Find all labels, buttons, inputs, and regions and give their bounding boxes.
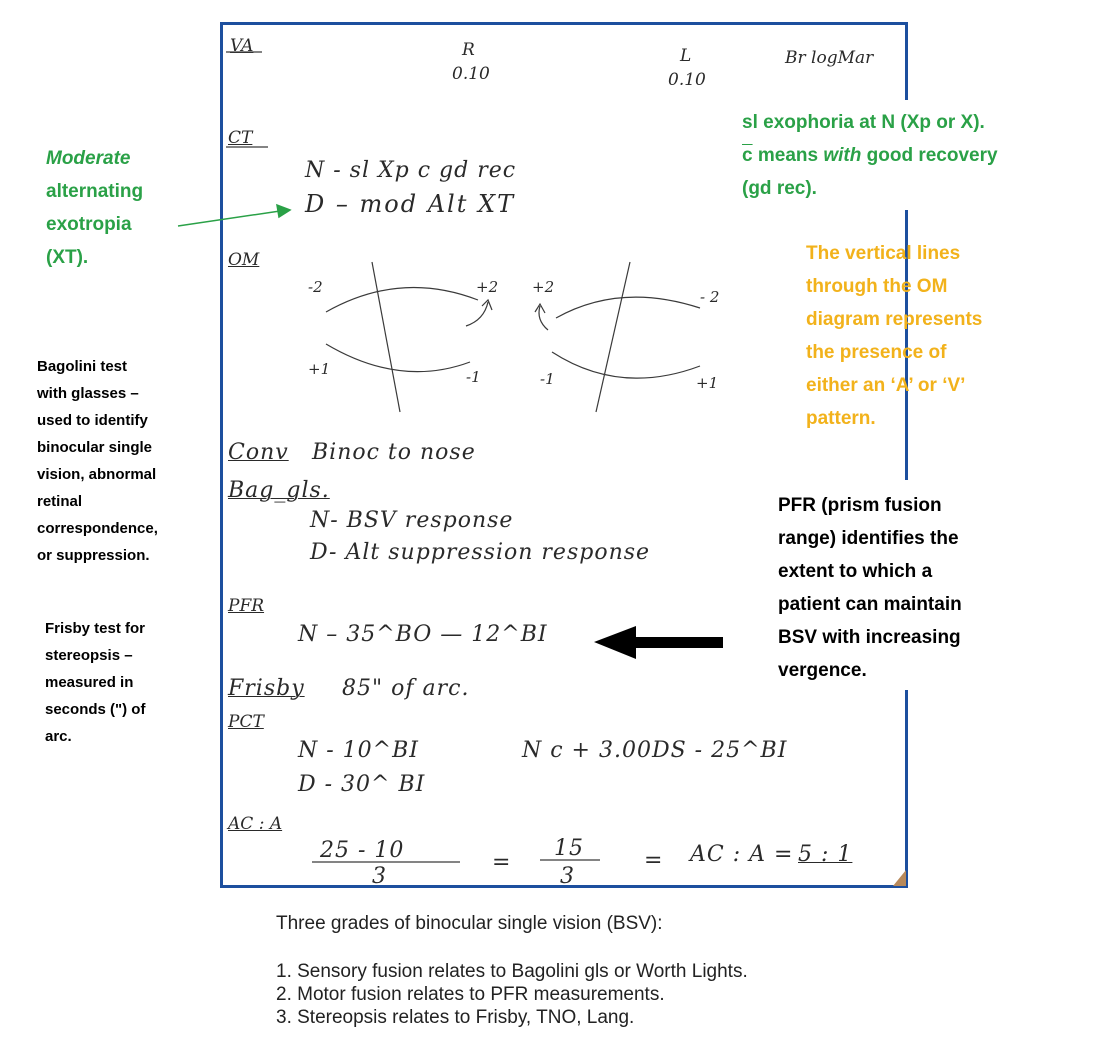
conv-value: Binoc to nose	[312, 440, 476, 465]
annotation-line: correspondence,	[37, 520, 158, 537]
annotation-line: retinal	[37, 493, 83, 510]
annotation-line: binocular single	[37, 439, 153, 456]
om-left-upper-arc	[556, 297, 700, 318]
om-left-top-right: - 2	[700, 288, 720, 306]
annotation-line: arc.	[45, 728, 72, 745]
annotation-line: range) identifies the	[778, 528, 959, 549]
va-l-value: 0.10	[668, 70, 706, 90]
om-left-axis-line	[596, 262, 630, 412]
footer-list-item: 2. Motor fusion relates to PFR measurements.	[276, 984, 665, 1005]
va-label: VA	[230, 36, 254, 56]
footer-list	[276, 960, 748, 1029]
annotation-line: Moderate	[46, 148, 131, 169]
pct-near: N - 10^BI	[298, 738, 419, 763]
frisby-value: 85" of arc.	[342, 676, 470, 701]
footer-list-item: 3. Stereopsis relates to Frisby, TNO, Lang.	[276, 1007, 635, 1028]
va-method: Br logMar	[785, 48, 874, 68]
aca-denominator-2: 3	[560, 864, 575, 889]
bag-label: Bag_gls.	[228, 478, 330, 503]
om-right-bottom-right: -1	[466, 368, 481, 386]
om-right-axis-line	[372, 262, 400, 412]
annotation-moderate-xt	[46, 142, 143, 274]
annotation-line: Bagolini test	[37, 358, 128, 375]
va-r-value: 0.10	[452, 64, 490, 84]
annotation-line: Frisby test for	[45, 620, 146, 637]
annotation-line: stereopsis –	[45, 647, 133, 664]
annotation-line: (XT).	[46, 247, 89, 268]
black-arrow-head	[594, 626, 636, 659]
c-bar-symbol: $\overline{c}$	[742, 145, 753, 166]
pfr-label: PFR	[228, 596, 265, 616]
annotation-text: means	[752, 145, 824, 166]
om-right-arrow	[466, 302, 488, 326]
annotation-line: measured in	[45, 674, 134, 691]
om-right-bottom-left: +1	[308, 360, 331, 378]
pct-near-add: N c + 3.00DS - 25^BI	[522, 738, 788, 763]
om-right-top-right: +2	[476, 278, 499, 296]
black-arrow-shaft	[630, 637, 723, 648]
annotation-om-pattern	[806, 237, 982, 435]
conv-label: Conv	[228, 440, 289, 465]
annotation-line: (gd rec).	[742, 178, 817, 199]
annotation-line: The vertical lines	[806, 243, 961, 264]
om-left-top-left: +2	[532, 278, 555, 296]
annotation-line: extent to which a	[778, 561, 933, 582]
bag-distance: D- Alt suppression response	[310, 540, 651, 565]
om-right-lower-arc	[326, 344, 470, 372]
om-left-bottom-right: +1	[696, 374, 719, 392]
va-r-label: R	[462, 40, 475, 60]
annotation-line: or suppression.	[37, 547, 150, 564]
ct-label: CT	[228, 128, 253, 148]
aca-result-label: AC : A =	[690, 842, 794, 867]
annotation-line: BSV with increasing	[778, 627, 961, 648]
pct-label: PCT	[228, 712, 264, 732]
om-left-lower-arc	[552, 352, 700, 378]
aca-equals-1: =	[492, 850, 512, 875]
footer-list-item: 1. Sensory fusion relates to Bagolini gls or Worth Lights.	[276, 961, 748, 982]
aca-result: 5 : 1	[798, 842, 853, 867]
aca-equals-2: =	[644, 848, 664, 873]
annotation-line: with glasses –	[37, 385, 139, 402]
annotation-line: through the OM	[806, 276, 948, 297]
annotation-line: the presence of	[806, 342, 947, 363]
annotation-line: patient can maintain	[778, 594, 962, 615]
annotation-emphasis: with	[823, 145, 862, 166]
annotation-pfr	[778, 489, 962, 687]
annotation-exophoria	[742, 106, 998, 205]
pct-distance: D - 30^ BI	[298, 772, 426, 797]
pfr-value: N – 35^BO — 12^BI	[298, 622, 548, 647]
aca-label: AC : A	[228, 814, 283, 834]
footer-heading: Three grades of binocular single vision (BSV):	[276, 913, 663, 934]
green-arrow-head	[277, 205, 290, 217]
annotation-text: good recovery	[861, 145, 998, 166]
annotation-line: used to identify	[37, 412, 148, 429]
page-corner-mark	[893, 870, 906, 886]
annotation-line: sl exophoria at N (Xp or X).	[742, 112, 985, 133]
aca-denominator-1: 3	[372, 864, 387, 889]
annotation-line	[742, 139, 998, 172]
frisby-label: Frisby	[228, 676, 305, 701]
annotation-frisby	[45, 615, 145, 750]
aca-numerator-2: 15	[554, 836, 584, 861]
green-arrow-line	[178, 211, 280, 226]
annotation-line: diagram represents	[806, 309, 983, 330]
annotation-line: alternating	[46, 181, 144, 202]
annotation-line: PFR (prism fusion	[778, 495, 942, 516]
bag-near: N- BSV response	[310, 508, 514, 533]
ct-distance: D – mod Alt XT	[305, 190, 516, 218]
annotation-bagolini	[37, 353, 158, 569]
om-right-upper-arc	[326, 288, 478, 313]
annotation-line: vision, abnormal	[37, 466, 157, 483]
annotation-line: seconds (") of	[45, 701, 146, 718]
aca-numerator-1: 25 - 10	[320, 838, 405, 863]
om-label: OM	[228, 250, 260, 270]
om-right-top-left: -2	[308, 278, 323, 296]
om-left-bottom-left: -1	[540, 370, 555, 388]
ct-near: N - sl Xp c gd rec	[305, 158, 517, 183]
annotation-line: exotropia	[46, 214, 132, 235]
annotation-line: either an ‘A’ or ‘V’	[806, 375, 966, 396]
annotation-line: pattern.	[806, 408, 876, 429]
annotation-line: vergence.	[778, 660, 867, 681]
va-l-label: L	[680, 46, 692, 66]
